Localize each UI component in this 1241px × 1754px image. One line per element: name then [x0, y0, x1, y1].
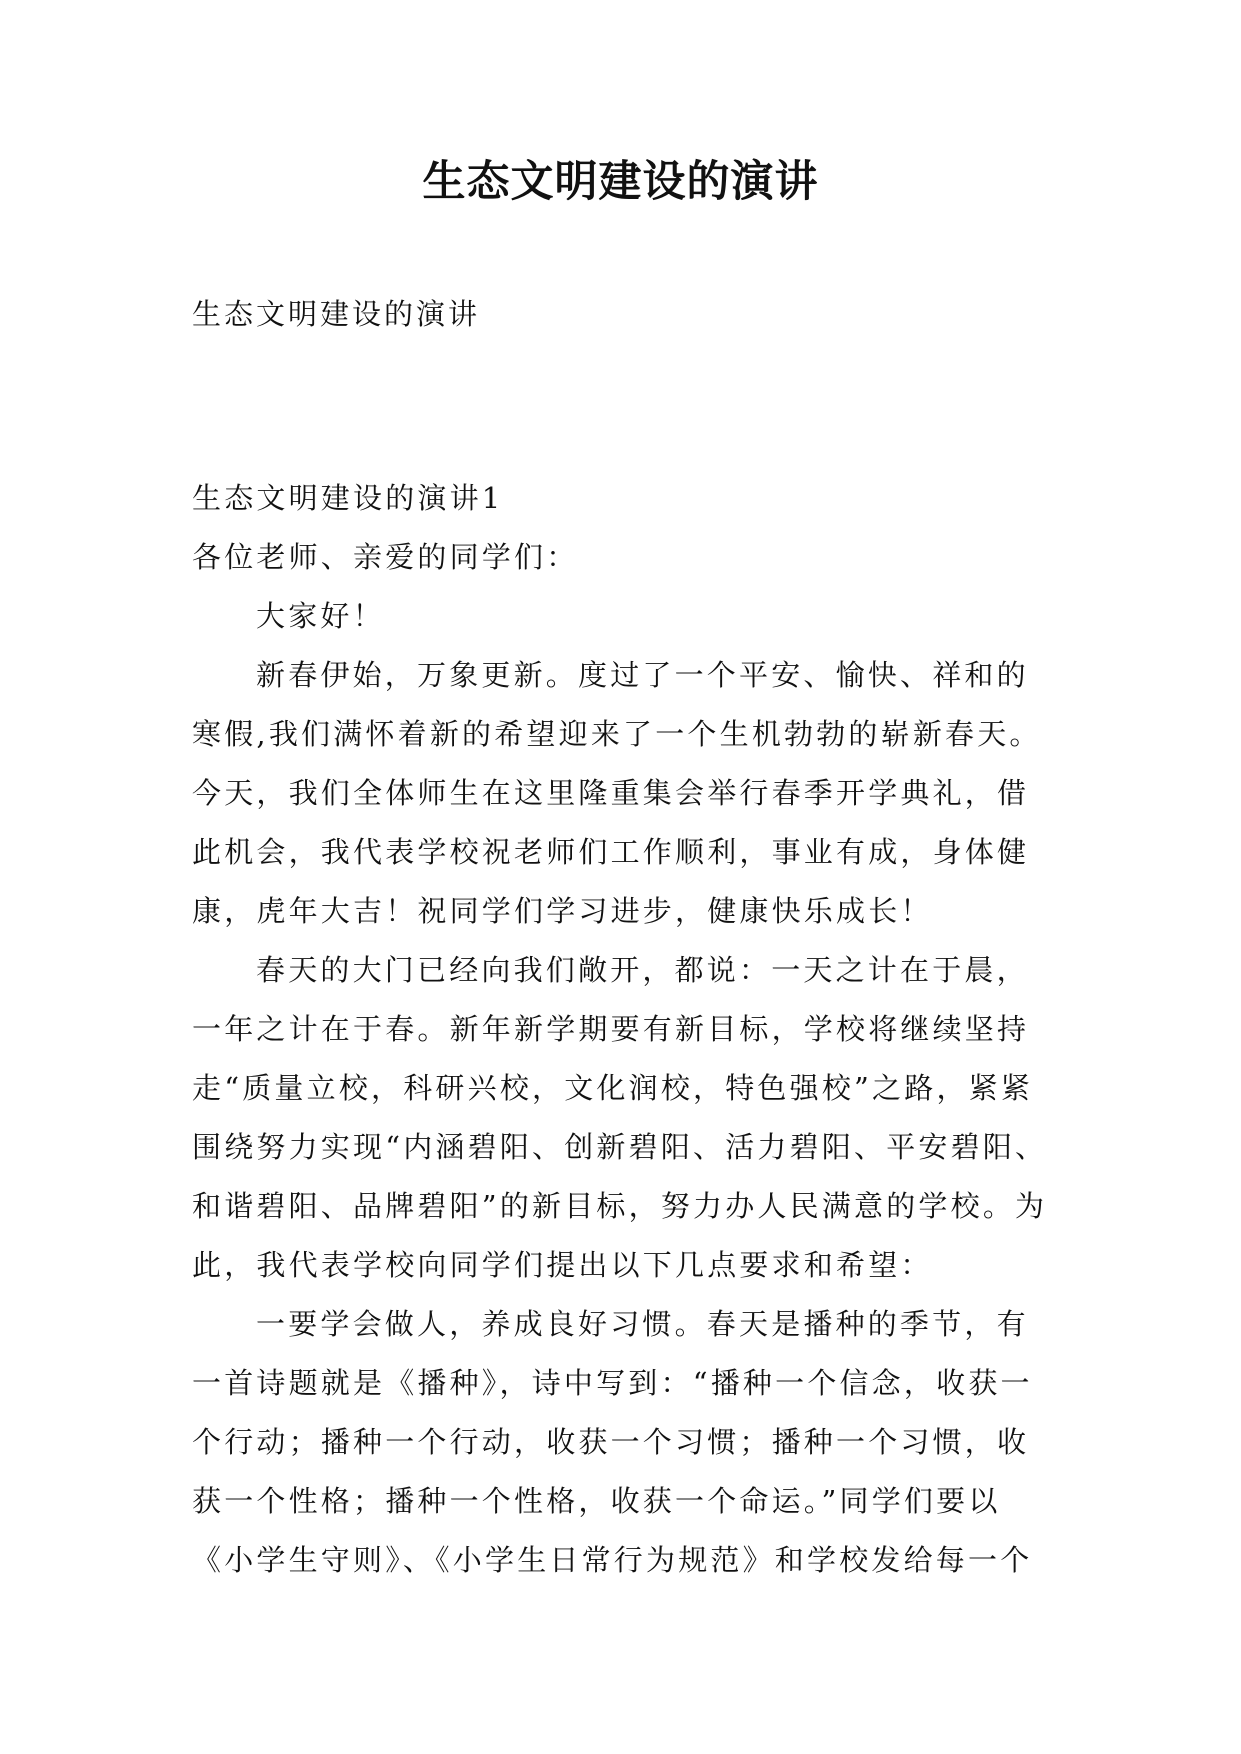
- paragraph: 春天的大门已经向我们敞开，都说：一天之计在于晨，一年之计在于春。新年新学期要有新目标，学校将继续坚持走“质量立校，科研兴校，文化润校，特色强校”之路，紧紧围绕努力实现“内涵碧阳、创新碧阳、活力碧阳、平安碧阳、和谐碧阳、品牌碧阳”的新目标，努力办人民满意的学校。为此，我代表学校向同学们提出以下几点要求和希望：: [192, 953, 1048, 1282]
- greeting: 大家好！: [256, 599, 385, 633]
- salutation: 各位老师、亲爱的同学们：: [192, 540, 579, 574]
- paragraph: 一要学会做人，养成良好习惯。春天是播种的季节，有一首诗题就是《播种》，诗中写到：“播种一个信念，收获一个行动；播种一个行动，收获一个习惯；播种一个习惯，收获一个性格；播种一个性格，收获一个命运。”同学们要以《小学生守则》、《小学生日常行为规范》和学校发给每一个: [192, 1307, 1033, 1577]
- document-title: 生态文明建设的演讲: [422, 157, 819, 207]
- section-heading: 生态文明建设的演讲1: [192, 481, 504, 515]
- paragraph: 新春伊始，万象更新。度过了一个平安、愉快、祥和的寒假,我们满怀着新的希望迎来了一个生机勃勃的崭新春天。今天，我们全体师生在这里隆重集会举行春季开学典礼，借此机会，我代表学校祝老师们工作顺利，事业有成，身体健康，虎年大吉！祝同学们学习进步，健康快乐成长！: [192, 658, 1042, 928]
- document-subtitle: 生态文明建设的演讲: [192, 297, 481, 331]
- document-body: [192, 469, 1060, 1590]
